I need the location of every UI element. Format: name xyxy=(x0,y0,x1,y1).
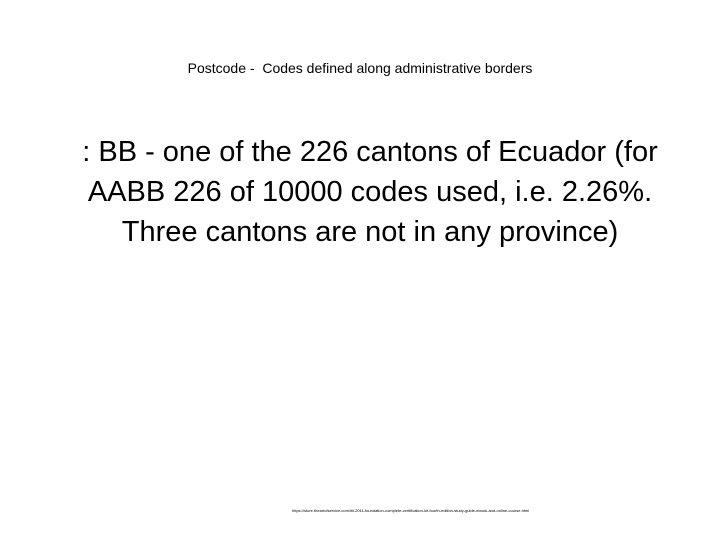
slide-title: Postcode - Codes defined along administrative borders xyxy=(187,60,533,76)
footer-url-link[interactable]: https://store.theartofservice.com/itil-2011-foundation-complete-certification-kit-fourth-edition-study-guide-ebook-and-online-course.html xyxy=(292,508,530,513)
slide-body-text: : BB - one of the 226 cantons of Ecuador (for AABB 226 of 10000 codes used, i.e. 2.26%. Three cantons are not in any province) xyxy=(82,136,658,248)
